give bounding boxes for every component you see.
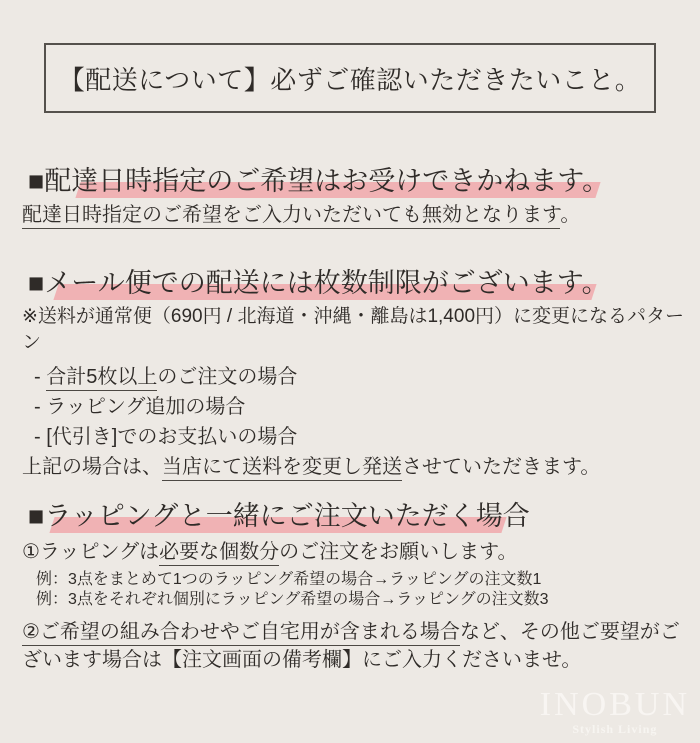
list-item: [22, 422, 692, 452]
section-delivery-date: [22, 165, 692, 229]
plain-text: 。: [560, 204, 581, 226]
plain-text: のご注文の場合: [157, 366, 298, 388]
plain-text: させていただきます。: [402, 456, 601, 478]
list-item: [22, 392, 692, 422]
section-heading-wrapping: [22, 500, 692, 532]
heading-text: メール便での配送には枚数制限がございます。: [44, 268, 609, 298]
delivery-date-note: [22, 201, 692, 229]
plain-text: など、その他ご要望がございます場合は【注文画面の備考欄】にご入力くださいませ。: [22, 621, 680, 671]
plain-text: - [代引き]でのお支払いの場合: [34, 426, 298, 448]
underlined-text: 当店にて送料を変更し発送: [162, 456, 402, 481]
heading-text: ラッピングと一緒にご注文いただく場合: [44, 501, 530, 531]
section-heading-mail-limit: [22, 267, 692, 299]
example-line: 例：3点をそれぞれ個別にラッピング希望の場合→ラッピングの注文数3: [36, 591, 549, 608]
page-title: 【配送について】必ずご確認いただきたいこと。: [58, 64, 642, 95]
shipping-notice-page: [0, 43, 700, 743]
wrapping-rule-2: [22, 618, 692, 674]
square-bullet-icon: ■: [28, 501, 45, 531]
brand-watermark: [540, 688, 690, 737]
wrapping-examples: [22, 570, 692, 610]
wrapping-rule-1: [22, 538, 692, 566]
plain-text: 上記の場合は、: [22, 456, 162, 478]
section-heading-delivery-date: [22, 165, 692, 197]
plain-text: ①ラッピングは: [22, 541, 160, 563]
title-box: [44, 43, 656, 113]
square-bullet-icon: ■: [28, 166, 45, 196]
underlined-text: 配達日時指定のご希望をご入力いただいても無効となります: [22, 204, 560, 229]
plain-text: -: [34, 366, 47, 388]
shipping-fee-note: ※送料が通常便（690円 / 北海道・沖縄・離島は1,400円）に変更になるパターン: [22, 306, 685, 353]
underlined-text: 合計5枚以上: [46, 366, 157, 391]
plain-text: - ラッピング追加の場合: [34, 396, 246, 418]
list-item: [22, 362, 692, 392]
section-wrapping: [22, 500, 692, 674]
brand-logo-text: INOBUN: [539, 686, 690, 723]
notice-content: [0, 165, 700, 674]
underlined-text: ②ご希望の組み合わせやご自宅用が含まれる場合: [22, 621, 460, 646]
heading-text: 配達日時指定のご希望はお受けできかねます。: [44, 166, 610, 196]
square-bullet-icon: ■: [28, 268, 45, 298]
section-mail-limit: [22, 267, 692, 482]
case-list: [22, 362, 692, 452]
example-line: 例：3点をまとめて1つのラッピング希望の場合→ラッピングの注文数1: [36, 571, 542, 588]
underlined-text: 必要な個数分: [159, 541, 279, 566]
mail-limit-footer: [22, 452, 692, 482]
brand-tagline: Stylish Living: [572, 722, 658, 736]
plain-text: のご注文をお願いします。: [279, 541, 518, 563]
